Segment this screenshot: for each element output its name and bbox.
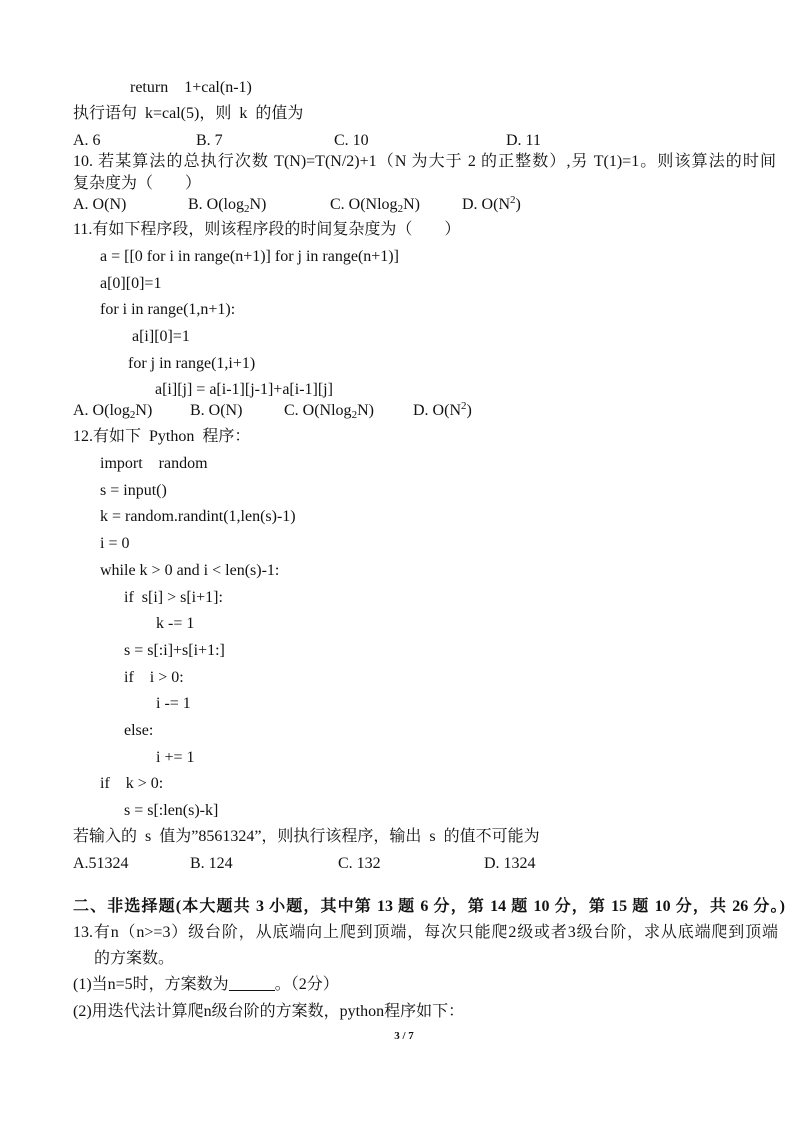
option-text: N) (357, 402, 374, 419)
q12-code-line: s = input() (100, 482, 167, 499)
superscript: 2 (510, 194, 516, 206)
option-text: ) (515, 196, 521, 213)
q13-part1-prompt: (1)当n=5时，方案数为 (73, 976, 229, 993)
q10-option-c (330, 194, 420, 216)
option-text: D. O(N (413, 402, 461, 419)
q9-option-c: C. 10 (334, 132, 369, 149)
superscript: 2 (461, 400, 467, 412)
q12-code-line: if i > 0: (124, 669, 184, 686)
q10-stem-line2: 复杂度为（ ） (73, 175, 202, 192)
q12-code-line: else: (124, 722, 154, 739)
q12-option-b: B. 124 (190, 855, 233, 872)
subscript: 2 (351, 409, 358, 421)
q11-code-line: a[i][j] = a[i-1][j-1]+a[i-1][j] (155, 381, 333, 398)
q12-option-d: D. 1324 (484, 855, 536, 872)
q11-option-c (284, 400, 374, 422)
q12-code-line: i = 0 (100, 535, 130, 552)
q12-code-line: if k > 0: (100, 775, 164, 792)
q9-stem: 执行语句 k=cal(5)，则 k 的值为 (73, 105, 304, 122)
section2-heading: 二、非选择题(本大题共 3 小题，其中第 13 题 6 分，第 14 题 10 分，第 15 题 10 分，共 26 分。) (73, 898, 785, 915)
option-text: N) (403, 196, 420, 213)
option-text: N) (135, 402, 153, 419)
option-text: C. O(Nlog (284, 402, 352, 419)
q10-stem-line1: 10. 若某算法的总执行次数 T(N)=T(N/2)+1（N 为大于 2 的正整数）,另 T(1)=1。则该算法的时间 (73, 153, 776, 170)
q9-option-b: B. 7 (196, 132, 223, 149)
q12-code-line: if s[i] > s[i+1]: (124, 589, 223, 606)
q9-option-a: A. 6 (73, 132, 101, 149)
q12-code-line: s = s[:i]+s[i+1:] (124, 642, 225, 659)
q13-part2: (2)用迭代法计算爬n级台阶的方案数，python程序如下： (73, 1003, 465, 1020)
answer-blank (229, 975, 275, 991)
option-text: B. O(log (188, 196, 244, 213)
q12-code-line: s = s[:len(s)-k] (124, 802, 219, 819)
q11-code-line: a[i][0]=1 (132, 328, 190, 345)
subscript: 2 (129, 409, 136, 421)
q10-option-d (462, 194, 521, 216)
subscript: 2 (397, 203, 404, 215)
q13-stem-line1: 13.有n（n>=3）级台阶，从底端向上爬到顶端，每次只能爬2级或者3级台阶，求从底端爬到顶端 (73, 924, 778, 941)
q12-option-a: A.51324 (73, 855, 129, 872)
q11-option-b: B. O(N) (190, 402, 243, 419)
q12-code-line: k -= 1 (156, 615, 195, 632)
q12-code-line: i -= 1 (156, 695, 191, 712)
q10-option-a: A. O(N) (73, 196, 127, 213)
option-text: C. O(Nlog (330, 196, 398, 213)
q12-question: 若输入的 s 值为”8561324”，则执行该程序，输出 s 的值不可能为 (73, 828, 540, 845)
option-text: ) (466, 402, 472, 419)
option-text: D. O(N (462, 196, 510, 213)
q11-option-d (413, 400, 472, 422)
q13-part1 (73, 974, 339, 996)
q11-option-a (73, 400, 152, 422)
q11-code-line: a = [[0 for i in range(n+1)] for j in range(n+1)] (100, 248, 399, 265)
q12-code-line: while k > 0 and i < len(s)-1: (100, 562, 280, 579)
q12-code-line: i += 1 (156, 749, 195, 766)
option-text: A. O(log (73, 402, 130, 419)
q11-code-line: for j in range(1,i+1) (128, 355, 256, 372)
q11-stem: 11.有如下程序段，则该程序段的时间复杂度为（ ） (73, 221, 461, 238)
q11-code-line: a[0][0]=1 (100, 275, 162, 292)
q13-part1-score: 。（2分） (274, 976, 339, 993)
q12-option-c: C. 132 (338, 855, 381, 872)
page-number: 3 / 7 (394, 1030, 414, 1042)
q11-code-line: for i in range(1,n+1): (100, 301, 236, 318)
q12-code-line: k = random.randint(1,len(s)-1) (100, 508, 296, 525)
q13-stem-line2: 的方案数。 (94, 950, 175, 967)
q12-stem: 12.有如下 Python 程序： (73, 428, 251, 445)
q10-option-b (188, 194, 266, 216)
q9-option-d: D. 11 (506, 132, 541, 149)
option-text: N) (249, 196, 267, 213)
subscript: 2 (244, 203, 250, 215)
q9-code-return-line: return 1+cal(n-1) (130, 79, 252, 96)
q12-code-line: import random (100, 455, 208, 472)
